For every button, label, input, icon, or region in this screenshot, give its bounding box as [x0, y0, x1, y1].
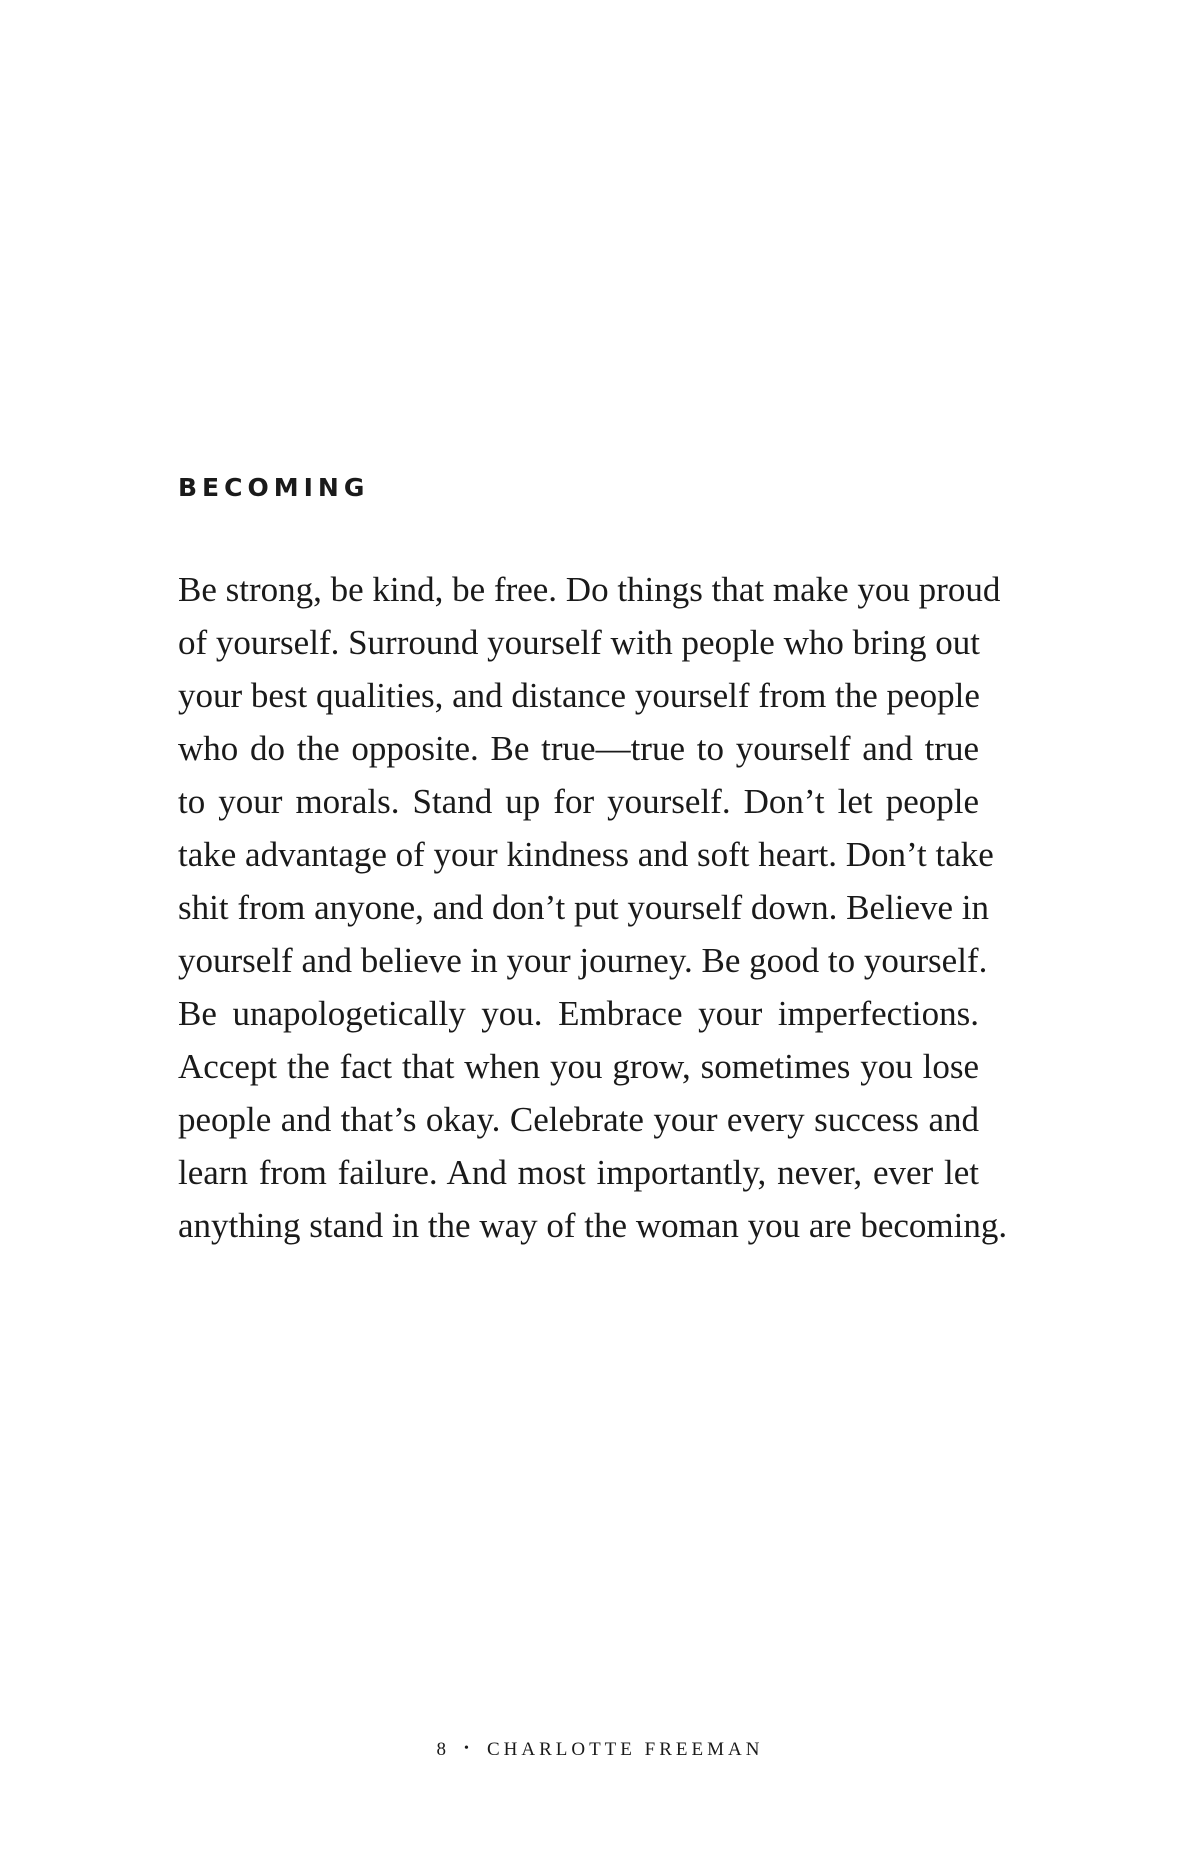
paragraph-line: shit from anyone, and don’t put yourself down. Believe in	[178, 888, 990, 927]
bullet-separator: •	[464, 1741, 473, 1756]
paragraph-line: anything stand in the way of the woman you are becoming.	[178, 1206, 1008, 1245]
author-name: CHARLOTTE FREEMAN	[486, 1739, 764, 1760]
paragraph-line: who do the opposite. Be true—true to yourself and true	[178, 729, 979, 768]
paragraph-line: learn from failure. And most importantly, never, ever let	[178, 1153, 979, 1192]
paragraph-line: Accept the fact that when you grow, sometimes you lose	[178, 1047, 979, 1086]
page-number: 8	[436, 1739, 451, 1760]
paragraph-line: Be unapologetically you. Embrace your imperfections.	[178, 994, 979, 1033]
paragraph-line: Be strong, be kind, be free. Do things that make you proud	[178, 570, 1001, 609]
body-paragraph	[178, 563, 1008, 1252]
paragraph-line: to your morals. Stand up for yourself. Don’t let people	[178, 782, 979, 821]
paragraph-line: of yourself. Surround yourself with people who bring out	[178, 623, 980, 662]
paragraph-line: take advantage of your kindness and soft heart. Don’t take	[178, 835, 994, 874]
paragraph-line: your best qualities, and distance yourself from the people	[178, 676, 980, 715]
page-footer	[0, 1740, 1200, 1759]
page-title: BECOMING	[178, 473, 370, 502]
paragraph-line: people and that’s okay. Celebrate your every success and	[178, 1100, 979, 1139]
paragraph-line: yourself and believe in your journey. Be good to yourself.	[178, 941, 988, 980]
